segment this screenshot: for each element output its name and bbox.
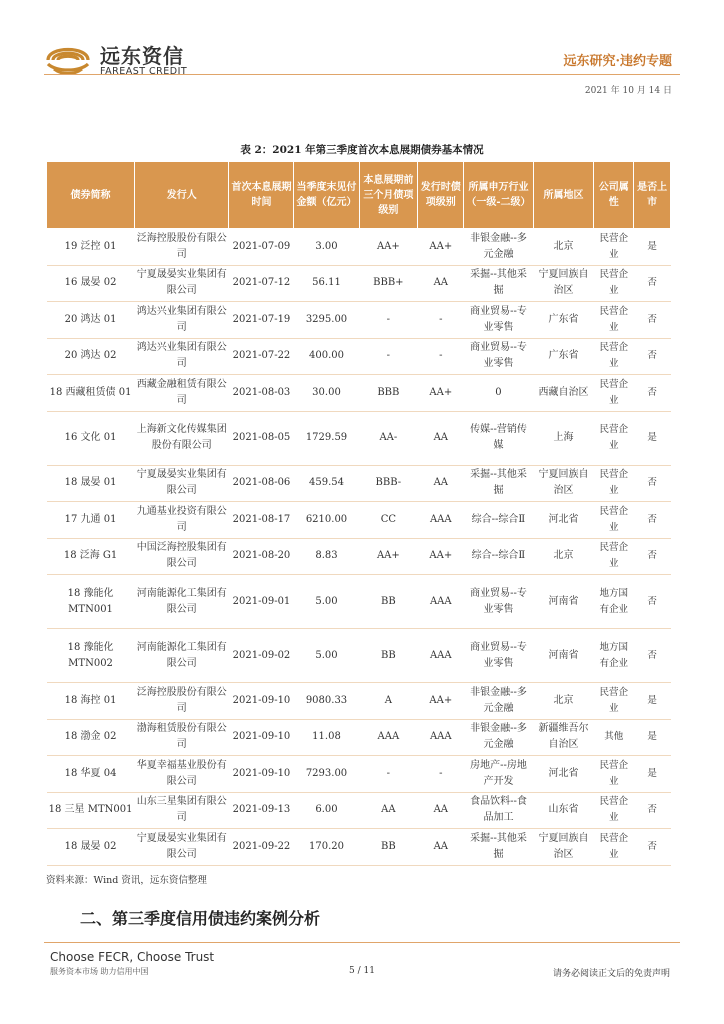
table-row	[47, 375, 671, 412]
source-note: 资料来源：Wind 资讯，远东资信整理	[46, 875, 207, 886]
cell-rating-issue: AA	[418, 265, 464, 302]
cell-industry: 采掘--其他采掘	[464, 265, 533, 302]
cell-listed: 否	[634, 502, 671, 539]
footer-sub-slogan: 服务资本市场 助力信用中国	[50, 967, 149, 976]
cell-rating-before: BBB+	[359, 265, 418, 302]
cell-listed: 是	[634, 756, 671, 793]
cell-rating-issue: AA+	[418, 229, 464, 266]
cell-date: 2021-07-09	[229, 229, 294, 266]
cell-nature: 民营企业	[594, 229, 634, 266]
header-cell: 债券简称	[47, 162, 135, 229]
cell-rating-before: -	[359, 338, 418, 375]
cell-issuer: 中国泛海控股集团有限公司	[135, 538, 229, 575]
cell-rating-issue: AAA	[418, 719, 464, 756]
cell-listed: 否	[634, 465, 671, 502]
cell-industry: 采掘--其他采掘	[464, 829, 533, 866]
cell-region: 河南省	[533, 575, 594, 629]
cell-issuer: 宁夏晟晏实业集团有限公司	[135, 265, 229, 302]
cell-rating-issue: AA+	[418, 538, 464, 575]
header-divider	[44, 74, 680, 75]
cell-rating-issue: -	[418, 302, 464, 339]
cell-name: 18 三星 MTN001	[47, 792, 135, 829]
cell-rating-before: AA+	[359, 538, 418, 575]
table-row	[47, 538, 671, 575]
cell-name: 17 九通 01	[47, 502, 135, 539]
cell-nature: 民营企业	[594, 375, 634, 412]
cell-amount: 1729.59	[294, 411, 359, 465]
header-cell: 发行时债项级别	[418, 162, 464, 229]
cell-rating-issue: -	[418, 756, 464, 793]
cell-date: 2021-09-10	[229, 719, 294, 756]
cell-issuer: 渤海租赁股份有限公司	[135, 719, 229, 756]
cell-amount: 7293.00	[294, 756, 359, 793]
cell-nature: 民营企业	[594, 756, 634, 793]
cell-industry: 非银金融--多元金融	[464, 719, 533, 756]
cell-amount: 5.00	[294, 575, 359, 629]
footer-divider	[44, 942, 680, 943]
cell-name: 18 豫能化 MTN002	[47, 629, 135, 683]
cell-issuer: 河南能源化工集团有限公司	[135, 575, 229, 629]
cell-amount: 11.08	[294, 719, 359, 756]
table-row	[47, 502, 671, 539]
cell-amount: 6210.00	[294, 502, 359, 539]
cell-region: 宁夏回族自治区	[533, 265, 594, 302]
cell-rating-before: A	[359, 683, 418, 720]
cell-region: 西藏自治区	[533, 375, 594, 412]
page-number: 5 / 11	[349, 966, 375, 976]
cell-industry: 采掘--其他采掘	[464, 465, 533, 502]
cell-listed: 否	[634, 792, 671, 829]
brand-name-cn: 远东资信	[100, 44, 184, 68]
table-row	[47, 302, 671, 339]
cell-industry: 商业贸易--专业零售	[464, 629, 533, 683]
bond-extension-table	[46, 161, 671, 866]
cell-listed: 否	[634, 629, 671, 683]
cell-listed: 是	[634, 683, 671, 720]
cell-nature: 民营企业	[594, 465, 634, 502]
cell-listed: 否	[634, 375, 671, 412]
cell-date: 2021-07-22	[229, 338, 294, 375]
table-row	[47, 411, 671, 465]
cell-issuer: 宁夏晟晏实业集团有限公司	[135, 465, 229, 502]
table-row	[47, 829, 671, 866]
cell-region: 广东省	[533, 338, 594, 375]
section-heading: 二、第三季度信用债违约案例分析	[80, 909, 321, 928]
cell-issuer: 宁夏晟晏实业集团有限公司	[135, 829, 229, 866]
cell-region: 广东省	[533, 302, 594, 339]
cell-name: 16 晟晏 02	[47, 265, 135, 302]
company-logo	[44, 38, 204, 82]
cell-name: 16 文化 01	[47, 411, 135, 465]
cell-listed: 否	[634, 338, 671, 375]
cell-name: 18 豫能化 MTN001	[47, 575, 135, 629]
cell-industry: 传媒--营销传媒	[464, 411, 533, 465]
cell-rating-issue: AA	[418, 411, 464, 465]
cell-amount: 9080.33	[294, 683, 359, 720]
cell-listed: 是	[634, 411, 671, 465]
cell-date: 2021-08-05	[229, 411, 294, 465]
cell-rating-issue: AA	[418, 829, 464, 866]
cell-issuer: 河南能源化工集团有限公司	[135, 629, 229, 683]
cell-nature: 民营企业	[594, 829, 634, 866]
table-row	[47, 465, 671, 502]
cell-amount: 459.54	[294, 465, 359, 502]
cell-nature: 民营企业	[594, 411, 634, 465]
cell-name: 19 泛控 01	[47, 229, 135, 266]
cell-nature: 民营企业	[594, 792, 634, 829]
cell-region: 宁夏回族自治区	[533, 465, 594, 502]
header-cell: 所属地区	[533, 162, 594, 229]
cell-rating-issue: AA+	[418, 375, 464, 412]
cell-issuer: 西藏金融租赁有限公司	[135, 375, 229, 412]
cell-industry: 商业贸易--专业零售	[464, 338, 533, 375]
cell-amount: 3.00	[294, 229, 359, 266]
cell-listed: 否	[634, 538, 671, 575]
cell-nature: 地方国有企业	[594, 575, 634, 629]
cell-issuer: 泛海控股股份有限公司	[135, 683, 229, 720]
cell-amount: 8.83	[294, 538, 359, 575]
cell-rating-issue: AAA	[418, 629, 464, 683]
header-cell: 本息展期前三个月债项级别	[359, 162, 418, 229]
brand-name-en: FAREAST CREDIT	[100, 66, 188, 77]
cell-rating-before: AA+	[359, 229, 418, 266]
cell-date: 2021-09-02	[229, 629, 294, 683]
cell-region: 山东省	[533, 792, 594, 829]
cell-date: 2021-07-12	[229, 265, 294, 302]
header-cell: 所属申万行业（一级-二级）	[464, 162, 533, 229]
cell-listed: 是	[634, 719, 671, 756]
cell-date: 2021-08-06	[229, 465, 294, 502]
cell-industry: 商业贸易--专业零售	[464, 575, 533, 629]
table-row	[47, 683, 671, 720]
cell-name: 18 晟晏 01	[47, 465, 135, 502]
report-series: 远东研究·违约专题	[563, 54, 672, 69]
table-row	[47, 338, 671, 375]
cell-rating-before: AAA	[359, 719, 418, 756]
header-cell: 首次本息展期时间	[229, 162, 294, 229]
cell-region: 河南省	[533, 629, 594, 683]
report-date: 2021 年 10 月 14 日	[584, 86, 672, 96]
cell-region: 北京	[533, 538, 594, 575]
cell-rating-before: BB	[359, 575, 418, 629]
cell-issuer: 九通基业投资有限公司	[135, 502, 229, 539]
cell-name: 18 晟晏 02	[47, 829, 135, 866]
fareast-logo-icon	[44, 38, 92, 78]
cell-industry: 0	[464, 375, 533, 412]
table-row	[47, 265, 671, 302]
table-row	[47, 756, 671, 793]
cell-date: 2021-09-13	[229, 792, 294, 829]
cell-industry: 非银金融--多元金融	[464, 229, 533, 266]
cell-amount: 400.00	[294, 338, 359, 375]
cell-name: 18 泛海 G1	[47, 538, 135, 575]
cell-rating-issue: AAA	[418, 575, 464, 629]
cell-rating-issue: AA	[418, 792, 464, 829]
cell-date: 2021-07-19	[229, 302, 294, 339]
cell-rating-before: AA-	[359, 411, 418, 465]
cell-industry: 非银金融--多元金融	[464, 683, 533, 720]
cell-date: 2021-09-22	[229, 829, 294, 866]
cell-listed: 是	[634, 229, 671, 266]
cell-issuer: 泛海控股股份有限公司	[135, 229, 229, 266]
cell-date: 2021-09-01	[229, 575, 294, 629]
cell-rating-before: -	[359, 302, 418, 339]
cell-nature: 民营企业	[594, 302, 634, 339]
cell-amount: 6.00	[294, 792, 359, 829]
cell-region: 宁夏回族自治区	[533, 829, 594, 866]
header-cell: 当季度末见付金额（亿元）	[294, 162, 359, 229]
cell-rating-before: BBB	[359, 375, 418, 412]
cell-nature: 民营企业	[594, 338, 634, 375]
cell-rating-issue: -	[418, 338, 464, 375]
cell-region: 上海	[533, 411, 594, 465]
cell-date: 2021-08-03	[229, 375, 294, 412]
table-row	[47, 229, 671, 266]
cell-date: 2021-08-20	[229, 538, 294, 575]
cell-name: 20 鸿达 01	[47, 302, 135, 339]
cell-region: 河北省	[533, 756, 594, 793]
cell-nature: 民营企业	[594, 265, 634, 302]
table-header-row	[47, 162, 671, 229]
cell-name: 18 渤金 02	[47, 719, 135, 756]
cell-listed: 否	[634, 829, 671, 866]
cell-issuer: 上海新文化传媒集团股份有限公司	[135, 411, 229, 465]
cell-rating-before: -	[359, 756, 418, 793]
cell-rating-before: BBB-	[359, 465, 418, 502]
cell-industry: 商业贸易--专业零售	[464, 302, 533, 339]
cell-rating-before: CC	[359, 502, 418, 539]
cell-issuer: 鸿达兴业集团有限公司	[135, 338, 229, 375]
cell-amount: 30.00	[294, 375, 359, 412]
table-title: 表 2：2021 年第三季度首次本息展期债券基本情况	[240, 144, 484, 156]
cell-industry: 食品饮料--食品加工	[464, 792, 533, 829]
cell-industry: 综合--综合Ⅱ	[464, 538, 533, 575]
cell-issuer: 山东三星集团有限公司	[135, 792, 229, 829]
table-row	[47, 792, 671, 829]
cell-listed: 否	[634, 265, 671, 302]
footer-slogan: Choose FECR, Choose Trust	[50, 950, 215, 964]
cell-rating-before: AA	[359, 792, 418, 829]
cell-nature: 地方国有企业	[594, 629, 634, 683]
cell-rating-before: BB	[359, 829, 418, 866]
cell-amount: 5.00	[294, 629, 359, 683]
cell-rating-issue: AA	[418, 465, 464, 502]
cell-rating-before: BB	[359, 629, 418, 683]
cell-nature: 民营企业	[594, 538, 634, 575]
table-row	[47, 575, 671, 629]
cell-nature: 民营企业	[594, 683, 634, 720]
cell-issuer: 华夏幸福基业股份有限公司	[135, 756, 229, 793]
header-cell: 是否上市	[634, 162, 671, 229]
cell-name: 18 西藏租赁债 01	[47, 375, 135, 412]
table-row	[47, 629, 671, 683]
cell-region: 北京	[533, 683, 594, 720]
cell-industry: 房地产--房地产开发	[464, 756, 533, 793]
cell-region: 北京	[533, 229, 594, 266]
cell-issuer: 鸿达兴业集团有限公司	[135, 302, 229, 339]
cell-name: 20 鸿达 02	[47, 338, 135, 375]
cell-rating-issue: AAA	[418, 502, 464, 539]
cell-listed: 否	[634, 575, 671, 629]
cell-date: 2021-08-17	[229, 502, 294, 539]
table-row	[47, 719, 671, 756]
cell-date: 2021-09-10	[229, 683, 294, 720]
cell-rating-issue: AA+	[418, 683, 464, 720]
cell-date: 2021-09-10	[229, 756, 294, 793]
cell-region: 新疆维吾尔自治区	[533, 719, 594, 756]
cell-name: 18 华夏 04	[47, 756, 135, 793]
cell-region: 河北省	[533, 502, 594, 539]
cell-nature: 民营企业	[594, 502, 634, 539]
cell-industry: 综合--综合Ⅱ	[464, 502, 533, 539]
cell-listed: 否	[634, 302, 671, 339]
cell-amount: 170.20	[294, 829, 359, 866]
header-cell: 发行人	[135, 162, 229, 229]
cell-amount: 3295.00	[294, 302, 359, 339]
cell-amount: 56.11	[294, 265, 359, 302]
cell-nature: 其他	[594, 719, 634, 756]
cell-name: 18 海控 01	[47, 683, 135, 720]
header-cell: 公司属性	[594, 162, 634, 229]
footer-disclaimer: 请务必阅读正文后的免责声明	[552, 969, 670, 979]
